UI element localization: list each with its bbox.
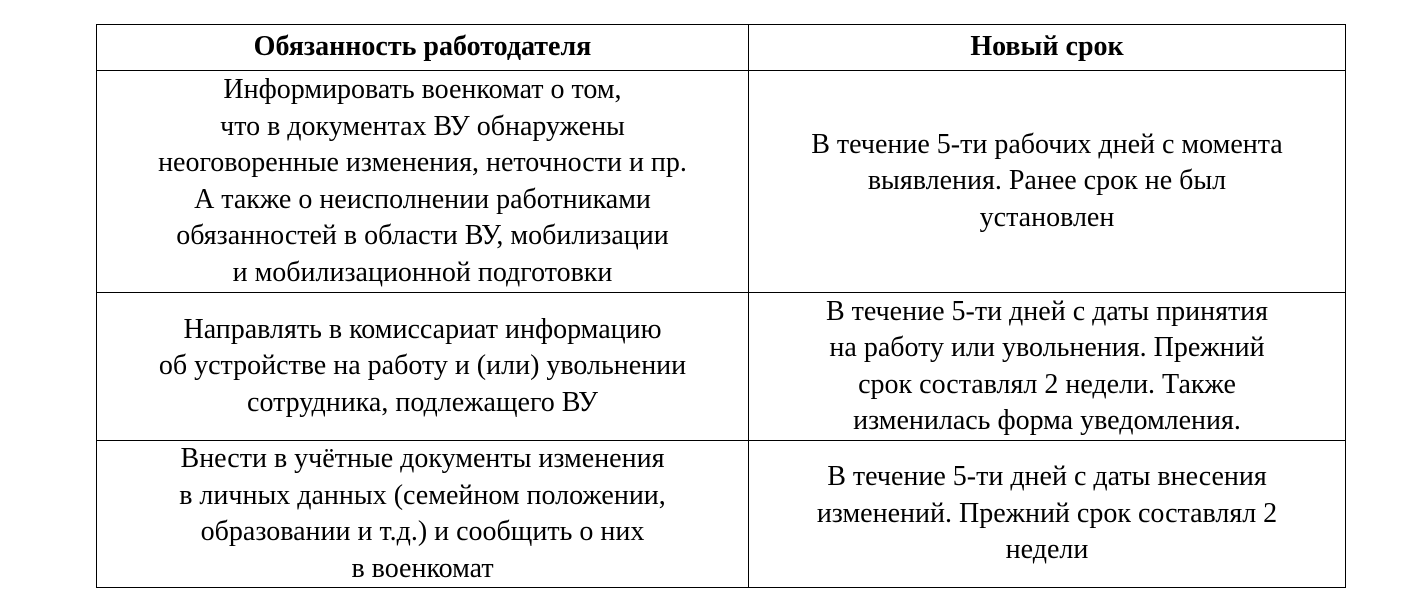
table-row <box>97 71 1346 293</box>
duty-cell: Внести в учётные документы изменения в личных данных (семейном положении, образовании и т.д.) и сообщить о них в военкомат <box>97 441 749 588</box>
deadline-cell: В течение 5-ти дней с даты принятия на работу или увольнения. Прежний срок составлял 2 недели. Также изменилась форма уведомления. <box>749 293 1346 441</box>
header-duty: Обязанность работодателя <box>97 25 749 71</box>
duty-cell: Информировать военкомат о том, что в документах ВУ обнаружены неоговоренные изменения, неточности и пр. А также о неисполнении работниками обязанностей в области ВУ, мобилизации и мобилизационной подготовки <box>97 71 749 293</box>
header-deadline: Новый срок <box>749 25 1346 71</box>
employer-duties-table <box>96 24 1346 588</box>
table-header-row <box>97 25 1346 71</box>
deadline-cell: В течение 5-ти дней с даты внесения изменений. Прежний срок составлял 2 недели <box>749 441 1346 588</box>
table-row <box>97 293 1346 441</box>
duty-cell: Направлять в комиссариат информацию об устройстве на работу и (или) увольнении сотрудника, подлежащего ВУ <box>97 293 749 441</box>
deadline-cell: В течение 5-ти рабочих дней с момента выявления. Ранее срок не был установлен <box>749 71 1346 293</box>
table-row <box>97 441 1346 588</box>
